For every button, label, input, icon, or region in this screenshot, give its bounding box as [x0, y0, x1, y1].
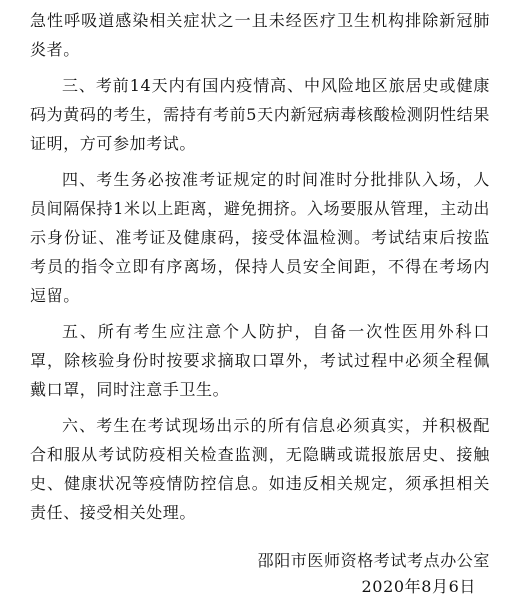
paragraph-item-6: 六、考生在考试现场出示的所有信息必须真实，并积极配合和服从考试防疫相关检查监测，无隐瞒或谎报旅居史、接触史、健康状况等疫情防控信息。如违反相关规定，须承担相关责任、接受相关处理。 — [30, 416, 490, 522]
paragraph-item-4: 四、考生务必按准考证规定的时间准时分批排队入场，人员间隔保持1米以上距离，避免拥挤。入场要服从管理，主动出示身份证、准考证及健康码，接受体温检测。考试结束后按监考员的指令立即有序离场，保持人员安全间距，不得在考场内逗留。 — [30, 170, 490, 305]
paragraph-item-3: 三、考前14天内有国内疫情高、中风险地区旅居史或健康码为黄码的考生，需持有考前5天内新冠病毒核酸检测阴性结果证明，方可参加考试。 — [30, 76, 490, 153]
paragraph-continuation: 急性呼吸道感染相关症状之一且未经医疗卫生机构排除新冠肺炎者。 — [30, 11, 490, 59]
paragraph-item-5: 五、所有考生应注意个人防护，自备一次性医用外科口罩，除核验身份时按要求摘取口罩外，考试过程中必须全程佩戴口罩，同时注意手卫生。 — [30, 322, 490, 399]
signature-date: 2020年8月6日 — [361, 577, 476, 596]
signature-org: 邵阳市医师资格考试考点办公室 — [257, 551, 490, 570]
signature-block — [258, 548, 490, 600]
